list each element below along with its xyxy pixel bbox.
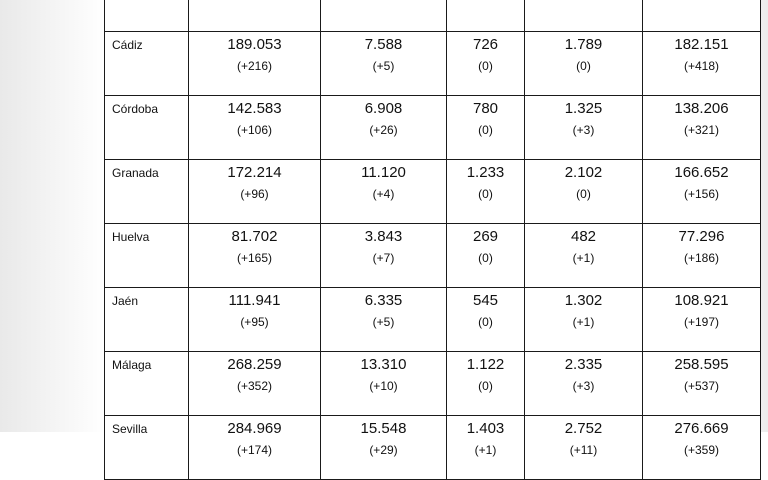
cell-value: 6.335 <box>364 292 403 309</box>
page-margin-left <box>0 0 104 432</box>
cell-value: 172.214 <box>227 164 282 181</box>
cell-value: 1.789 <box>564 36 603 53</box>
data-cell <box>189 288 321 352</box>
table-row <box>105 224 761 288</box>
cell-delta: (+10) <box>369 379 398 393</box>
data-cell <box>525 0 643 32</box>
cell-delta: (0) <box>478 315 493 329</box>
data-cell <box>525 288 643 352</box>
cell-delta: (+352) <box>236 379 273 393</box>
table-row <box>105 32 761 96</box>
cell-value: 142.583 <box>227 100 282 117</box>
data-cell <box>447 32 525 96</box>
table-row <box>105 352 761 416</box>
cell-delta: (+197) <box>683 315 720 329</box>
cell-delta: (+5) <box>372 315 395 329</box>
cell-value: 2.752 <box>564 420 603 437</box>
cell-delta: (+537) <box>683 379 720 393</box>
data-cell <box>643 352 761 416</box>
province-cell: Córdoba <box>105 96 189 160</box>
cell-value: 15.548 <box>360 420 407 437</box>
cell-delta: (+95) <box>240 315 269 329</box>
data-cell <box>447 288 525 352</box>
data-cell <box>189 96 321 160</box>
data-cell <box>447 96 525 160</box>
cell-value: 276.669 <box>674 420 729 437</box>
data-cell <box>321 288 447 352</box>
cell-value: 1.302 <box>564 292 603 309</box>
cell-delta: (+7) <box>372 251 395 265</box>
cell-delta: (+156) <box>683 187 720 201</box>
data-cell <box>447 0 525 32</box>
cell-delta: (+1) <box>572 251 595 265</box>
cell-delta: (+3) <box>572 123 595 137</box>
cell-delta: (0) <box>478 123 493 137</box>
province-data-table <box>104 0 761 480</box>
data-cell <box>321 352 447 416</box>
table-body <box>105 0 761 480</box>
data-cell <box>643 0 761 32</box>
cell-value: 11.120 <box>361 164 406 181</box>
cell-delta: (0) <box>478 187 493 201</box>
cell-value: 2.335 <box>564 356 603 373</box>
cell-value: 108.921 <box>674 292 729 309</box>
data-cell <box>321 0 447 32</box>
cell-value: 268.259 <box>227 356 282 373</box>
cell-value: 6.908 <box>364 100 403 117</box>
data-cell <box>189 224 321 288</box>
data-cell <box>643 96 761 160</box>
data-cell <box>643 224 761 288</box>
cell-value: 1.403 <box>466 420 505 437</box>
data-cell <box>189 352 321 416</box>
province-cell <box>105 0 189 32</box>
table-row <box>105 160 761 224</box>
province-cell: Huelva <box>105 224 189 288</box>
cell-delta: (+96) <box>240 187 269 201</box>
cell-delta: (+3) <box>572 379 595 393</box>
data-cell <box>321 416 447 480</box>
cell-value: 77.296 <box>678 228 725 245</box>
data-cell <box>525 32 643 96</box>
data-cell <box>525 352 643 416</box>
cell-value: 138.206 <box>674 100 729 117</box>
data-cell <box>643 416 761 480</box>
data-cell <box>189 160 321 224</box>
province-cell: Cádiz <box>105 32 189 96</box>
province-cell: Granada <box>105 160 189 224</box>
data-cell <box>643 288 761 352</box>
data-cell <box>525 416 643 480</box>
cell-delta: (0) <box>478 251 493 265</box>
data-cell <box>321 160 447 224</box>
table-row <box>105 416 761 480</box>
cell-delta: (0) <box>576 59 591 73</box>
cell-value: 726 <box>472 36 499 53</box>
data-cell <box>189 32 321 96</box>
table-row <box>105 288 761 352</box>
cell-value: 13.310 <box>360 356 407 373</box>
table-row <box>105 0 761 32</box>
cell-delta: (+1) <box>572 315 595 329</box>
cell-delta: (+5) <box>372 59 395 73</box>
cell-value: 780 <box>472 100 499 117</box>
cell-value: 258.595 <box>674 356 729 373</box>
cell-value: 7.588 <box>364 36 403 53</box>
cell-delta: (+186) <box>683 251 720 265</box>
data-cell <box>525 160 643 224</box>
data-cell <box>643 160 761 224</box>
data-cell <box>447 352 525 416</box>
cell-value: 482 <box>570 228 597 245</box>
data-cell <box>189 0 321 32</box>
cell-value: 1.233 <box>466 164 505 181</box>
cell-value: 545 <box>472 292 499 309</box>
cell-delta: (+359) <box>683 443 720 457</box>
cell-delta: (+165) <box>236 251 273 265</box>
cell-delta: (+1) <box>474 443 497 457</box>
cell-value: 111.941 <box>228 292 281 309</box>
data-cell <box>189 416 321 480</box>
province-cell: Sevilla <box>105 416 189 480</box>
province-cell: Málaga <box>105 352 189 416</box>
cell-value: 269 <box>472 228 499 245</box>
cell-value: 81.702 <box>231 228 278 245</box>
cell-value: 182.151 <box>674 36 729 53</box>
data-cell <box>525 224 643 288</box>
data-cell <box>447 224 525 288</box>
cell-delta: (0) <box>478 59 493 73</box>
data-cell <box>321 224 447 288</box>
data-cell <box>447 416 525 480</box>
data-cell <box>321 32 447 96</box>
cell-delta: (+11) <box>569 443 598 457</box>
cell-delta: (+216) <box>236 59 273 73</box>
cell-value: 3.843 <box>364 228 403 245</box>
cell-delta: (+418) <box>683 59 720 73</box>
data-cell <box>643 32 761 96</box>
cell-value: 166.652 <box>674 164 729 181</box>
province-cell: Jaén <box>105 288 189 352</box>
cell-delta: (+106) <box>236 123 273 137</box>
cell-value: 2.102 <box>564 164 603 181</box>
cell-value: 1.122 <box>466 356 505 373</box>
cell-delta: (+26) <box>369 123 398 137</box>
cell-value: 284.969 <box>227 420 282 437</box>
data-cell <box>447 160 525 224</box>
cell-delta: (+4) <box>372 187 395 201</box>
cell-delta: (+29) <box>369 443 398 457</box>
cell-delta: (0) <box>576 187 591 201</box>
cell-delta: (+174) <box>236 443 273 457</box>
table-row <box>105 96 761 160</box>
cell-value: 189.053 <box>227 36 282 53</box>
cell-delta: (0) <box>478 379 493 393</box>
cell-delta: (+321) <box>683 123 720 137</box>
data-cell <box>525 96 643 160</box>
data-cell <box>321 96 447 160</box>
cell-value: 1.325 <box>564 100 603 117</box>
